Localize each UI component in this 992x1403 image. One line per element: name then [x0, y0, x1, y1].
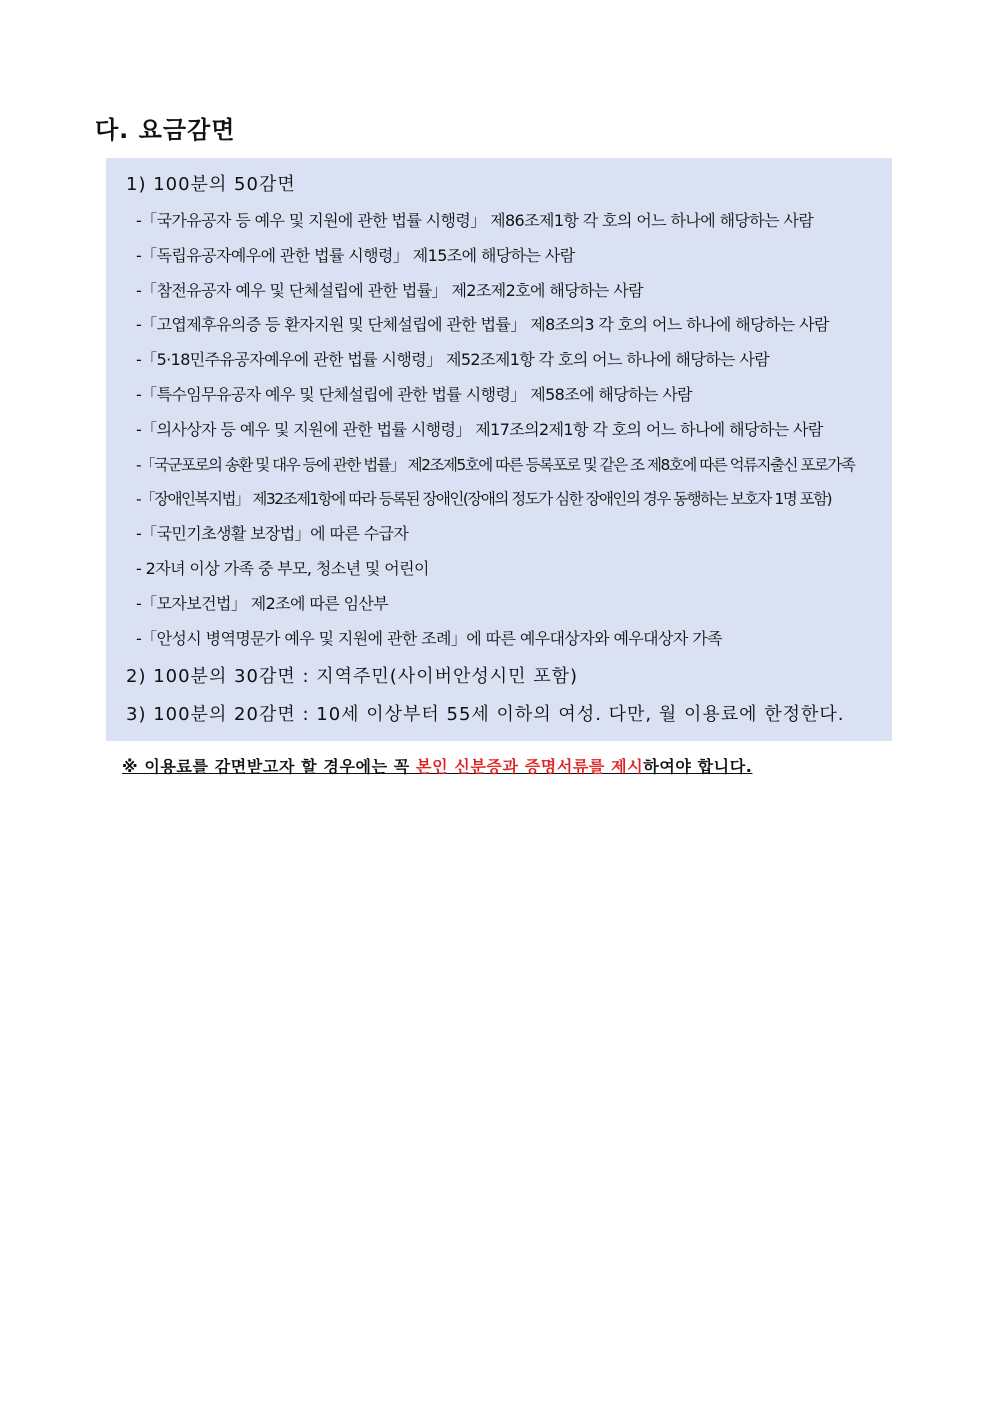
discount-50-heading: 1) 100분의 50감면 [126, 174, 296, 195]
list-item: -「참전유공자 예우 및 단체설립에 관한 법률」 제2조제2호에 해당하는 사람 [136, 280, 643, 300]
discount-box [106, 158, 892, 741]
list-item: -「국가유공자 등 예우 및 지원에 관한 법률 시행령」 제86조제1항 각 호의 어느 하나에 해당하는 사람 [136, 211, 814, 230]
list-item: -「의사상자 등 예우 및 지원에 관한 법률 시행령」 제17조의2제1항 각 호의 어느 하나에 해당하는 사람 [136, 419, 823, 439]
discount-30-line [126, 660, 892, 698]
discount-20-label: 3) 100분의 20감면 [126, 704, 296, 726]
list-item: -「고엽제후유의증 등 환자지원 및 단체설립에 관한 법률」 제8조의3 각 호의 어느 하나에 해당하는 사람 [136, 315, 829, 335]
notice-prefix: ※ 이용료를 감면받고자 할 경우에는 꼭 [122, 757, 417, 776]
list-item: -「모자보건법」 제2조에 따른 임산부 [136, 593, 389, 613]
discount-30-detail: : 지역주민(사이버안성시민 포함) [295, 666, 579, 688]
notice-suffix: 하여야 합니다. [643, 757, 753, 776]
list-item: -「국군포로의 송환 및 대우 등에 관한 법률」 제2조제5호에 따른 등록포로 및 같은 조 제8호에 따른 억류지출신 포로가족 [136, 455, 855, 474]
section-title: 다. 요금감면 [95, 116, 236, 144]
discount-20-detail: : 10세 이상부터 55세 이하의 여성. 다만, 월 이용료에 한정한다. [295, 704, 845, 726]
list-item: -「안성시 병역명문가 예우 및 지원에 관한 조례」에 따른 예우대상자와 예우대상자 가족 [136, 628, 722, 648]
notice [122, 754, 752, 777]
list-item: -「특수임무유공자 예우 및 단체설립에 관한 법률 시행령」 제58조에 해당하는 사람 [136, 384, 693, 404]
list-item: -「독립유공자예우에 관한 법률 시행령」 제15조에 해당하는 사람 [136, 245, 575, 265]
discount-30-label: 2) 100분의 30감면 [126, 666, 296, 688]
list-item: -「장애인복지법」 제32조제1항에 따라 등록된 장애인(장애의 정도가 심한 장애인의 경우 동행하는 보호자 1명 포함) [136, 490, 832, 509]
list-item: - 2자녀 이상 가족 중 부모, 청소년 및 어린이 [136, 558, 429, 578]
list-item: -「국민기초생활 보장법」에 따른 수급자 [136, 524, 409, 544]
notice-highlight: 본인 신분증과 증명서류를 제시 [416, 757, 644, 776]
list-item: -「5·18민주유공자예우에 관한 법률 시행령」 제52조제1항 각 호의 어느 하나에 해당하는 사람 [136, 350, 770, 370]
discount-20-line [126, 698, 892, 736]
discount-50-list [126, 208, 892, 660]
